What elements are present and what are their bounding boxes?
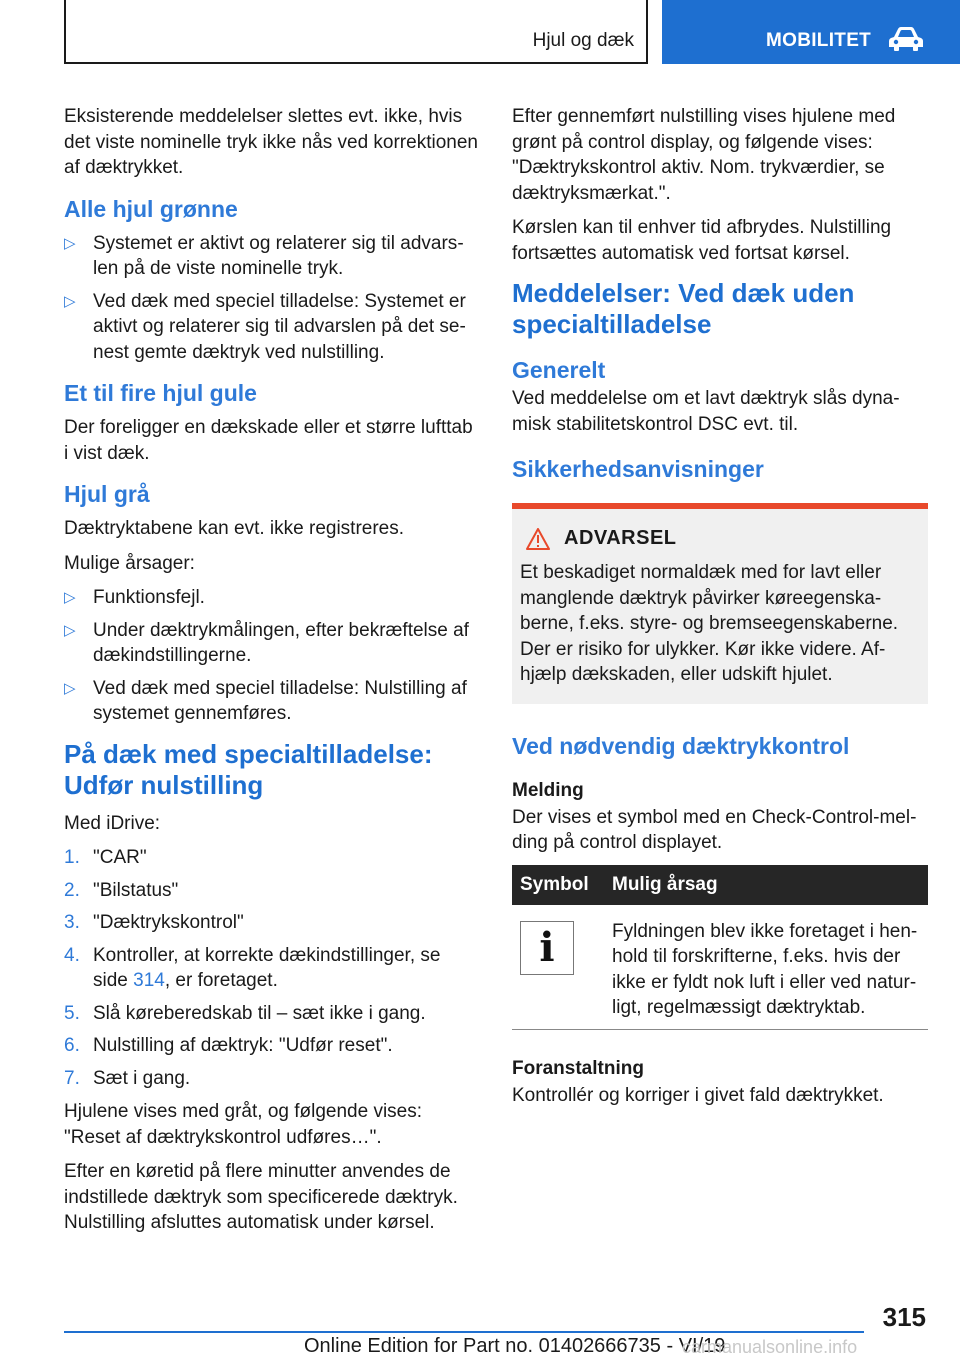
- interrupt-paragraph: Kørslen kan til enhver tid afbrydes. Nulstilling fortsættes automatisk ved fortsat kørsel.: [512, 217, 892, 264]
- causes-label: Mulige årsager:: [64, 552, 195, 574]
- car-icon: [888, 26, 924, 52]
- heading-safety: Sikkerhedsanvisninger: [512, 456, 764, 482]
- grey-list: [64, 585, 480, 727]
- left-column: [64, 104, 480, 1245]
- list-item: ▷ Ved dæk med speciel tilladelse: Systemet er aktivt og relaterer sig til advarslen på det senest gemte dæktryk ved nulstilling.: [64, 290, 466, 363]
- heading-action: Foranstaltning: [512, 1057, 644, 1079]
- list-item: ▷ Under dæktrykmålingen, efter bekræftelse af dækindstillingerne.: [64, 619, 469, 666]
- heading-melding: Melding: [512, 779, 584, 801]
- step-item: 7. Sæt i gang.: [64, 1067, 191, 1089]
- step-item: 2. "Bilstatus": [64, 879, 179, 901]
- warning-icon: [526, 528, 550, 550]
- chapter-tab[interactable]: [662, 0, 960, 64]
- action-paragraph: Kontrollér og korriger i givet fald dæktrykket.: [512, 1084, 884, 1106]
- step-item: 6. Nulstilling af dæktryk: "Udfør reset".: [64, 1035, 393, 1056]
- column-header-cause: Mulig årsag: [604, 865, 928, 905]
- triangle-bullet-icon: ▷: [64, 234, 76, 252]
- cause-cell: Fyldningen blev ikke foretaget i henhold til forskrifterne, f.eks. hvis der ikke er fyldt nok luft i eller ved naturligt, regelmæssigt dæktryktab.: [604, 905, 928, 1030]
- melding-paragraph: Der vises et symbol med en Check-Control-melding på control displayet.: [512, 806, 917, 853]
- list-item: ▷ Ved dæk med speciel tilladelse: Nulstilling af systemet gennemføres.: [64, 677, 467, 724]
- warning-title: ADVARSEL: [564, 527, 677, 549]
- step-item: 1. "CAR": [64, 847, 147, 868]
- general-paragraph: Ved meddelelse om et lavt dæktryk slås dynamisk stabilitetskontrol DSC evt. til.: [512, 388, 900, 435]
- idrive-label: Med iDrive:: [64, 812, 161, 834]
- right-column: [512, 104, 928, 1117]
- header-section-box: [64, 0, 648, 64]
- step-item: 4. Kontroller, at korrekte dækindstillinger, se side 314, er foretaget.: [64, 944, 441, 991]
- page-number: 315: [882, 1302, 926, 1332]
- triangle-bullet-icon: ▷: [64, 679, 76, 697]
- chapter-title: MOBILITET: [766, 30, 872, 51]
- heading-general: Generelt: [512, 357, 606, 383]
- edition-text: Online Edition for Part no. 01402666735 - VI/19: [304, 1335, 726, 1357]
- list-item: ▷ Systemet er aktivt og relaterer sig til advarslen på de viste nominelle tryk.: [64, 232, 464, 279]
- heading-all-green: Alle hjul grønne: [64, 195, 238, 222]
- heading-necessary-check: Ved nødvendig dæktrykkontrol: [512, 732, 850, 759]
- steps-list: [64, 845, 480, 1091]
- warning-header: [526, 527, 918, 550]
- list-item: ▷ Funktionsfejl.: [64, 585, 480, 611]
- heading-messages: Meddelelser: Ved dæk uden specialtilladelse: [512, 278, 855, 339]
- info-icon: i: [520, 921, 574, 975]
- table-row: [512, 905, 928, 1030]
- heading-special-reset: På dæk med specialtilladelse: Udfør nulstilling: [64, 738, 433, 800]
- intro-paragraph: Eksisterende meddelelser slettes evt. ikke, hvis det viste nominelle tryk ikke nås ved korrektionen af dæktrykket.: [64, 106, 478, 178]
- heading-grey: Hjul grå: [64, 481, 150, 507]
- warning-box: [512, 503, 928, 704]
- footer-divider: [64, 1331, 864, 1333]
- grey-paragraph: Dæktryktabene kan evt. ikke registreres.: [64, 518, 405, 539]
- page-link[interactable]: 314: [133, 970, 165, 991]
- warning-text: Et beskadiget normaldæk med for lavt eller manglende dæktryk påvirker køreegenskaberne, f.eks. styre- og bremseegenskaberne. Der er risiko for ulykker. Kør ikke videre. Afhjælp dækskaden, eller udskift hjulet.: [520, 562, 899, 685]
- column-header-symbol: Symbol: [512, 865, 604, 905]
- section-title: Hjul og dæk: [532, 30, 634, 51]
- triangle-bullet-icon: ▷: [64, 292, 76, 310]
- triangle-bullet-icon: ▷: [64, 589, 76, 606]
- reset-done-paragraph: Efter gennemført nulstilling vises hjulene med grønt på control display, og følgende vises: "Dæktrykskontrol aktiv. Nom. trykværdier, se dæktryksmærkat.".: [512, 106, 896, 204]
- table-header-row: [512, 865, 928, 905]
- symbol-table: [512, 865, 928, 1030]
- step-item: 3. "Dæktrykskontrol": [64, 912, 244, 933]
- heading-yellow: Et til fire hjul gule: [64, 380, 257, 406]
- after-steps-paragraph-2: Efter en køretid på flere minutter anvendes de indstillede dæktryk som specificerede dæktryk. Nulstilling afsluttes automatisk under kørsel.: [64, 1161, 458, 1233]
- watermark: carmanualsonline.info: [682, 1337, 858, 1357]
- yellow-paragraph: Der foreligger en dækskade eller et større lufttab i vist dæk.: [64, 417, 473, 464]
- step-item: 5. Slå køreberedskab til – sæt ikke i gang.: [64, 1002, 426, 1024]
- symbol-cell: [512, 905, 604, 1030]
- triangle-bullet-icon: ▷: [64, 621, 76, 639]
- green-list: [64, 231, 480, 366]
- after-steps-paragraph: Hjulene vises med gråt, og følgende vises: "Reset af dæktrykskontrol udføres…".: [64, 1101, 423, 1148]
